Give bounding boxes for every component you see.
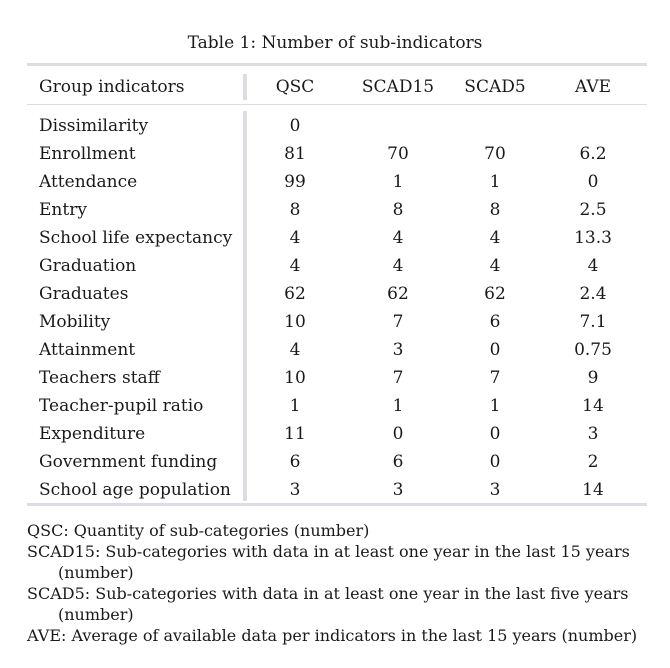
row-name: Teachers staff — [39, 368, 160, 388]
row-scad5: 0 — [489, 340, 501, 360]
row-scad15: 4 — [392, 228, 404, 248]
row-scad15: 4 — [392, 256, 404, 276]
row-ave: 9 — [587, 368, 599, 388]
note-scad15 — [27, 541, 647, 583]
row-ave: 14 — [582, 396, 604, 416]
row-name: Mobility — [39, 312, 111, 332]
header-group-indicators: Group indicators — [39, 77, 185, 97]
row-name: Attendance — [39, 172, 138, 192]
row-qsc: 99 — [284, 172, 306, 192]
body-vertical-rule — [243, 111, 247, 501]
row-scad15: 6 — [392, 452, 404, 472]
row-qsc: 6 — [289, 452, 301, 472]
note-scad5-continuation: (number) — [58, 605, 134, 624]
row-scad5: 1 — [489, 172, 501, 192]
row-qsc: 10 — [284, 368, 306, 388]
header-vertical-rule — [243, 74, 247, 100]
row-scad15: 8 — [392, 200, 404, 220]
row-scad5: 1 — [489, 396, 501, 416]
bottom-rule — [27, 503, 647, 506]
row-scad5: 70 — [484, 144, 506, 164]
header-qsc: QSC — [275, 77, 315, 97]
row-name: Government funding — [39, 452, 218, 472]
row-scad15: 0 — [392, 424, 404, 444]
row-qsc: 4 — [289, 256, 301, 276]
note-scad15-text: SCAD15: Sub-categories with data in at least one year in the last 15 years — [27, 542, 630, 561]
row-ave: 13.3 — [574, 228, 612, 248]
row-scad15: 1 — [392, 396, 404, 416]
table-caption: Table 1: Number of sub-indicators — [187, 33, 483, 53]
row-name: Graduation — [39, 256, 137, 276]
row-qsc: 81 — [284, 144, 306, 164]
header-scad5: SCAD5 — [464, 77, 526, 97]
header-scad15: SCAD15 — [361, 77, 435, 97]
row-name: Teacher-pupil ratio — [39, 396, 204, 416]
row-scad5: 4 — [489, 256, 501, 276]
row-scad15: 1 — [392, 172, 404, 192]
row-name: School age population — [39, 480, 231, 500]
row-name: Graduates — [39, 284, 129, 304]
row-ave: 0 — [587, 172, 599, 192]
note-ave-text: AVE: Average of available data per indicators in the last 15 years (number) — [27, 626, 638, 645]
row-ave: 7.1 — [579, 312, 607, 332]
row-scad5: 3 — [489, 480, 501, 500]
row-qsc: 3 — [289, 480, 301, 500]
row-qsc: 62 — [284, 284, 306, 304]
row-qsc: 4 — [289, 340, 301, 360]
row-ave: 2.4 — [579, 284, 607, 304]
row-ave: 0.75 — [574, 340, 612, 360]
row-scad5: 0 — [489, 452, 501, 472]
row-ave: 3 — [587, 424, 599, 444]
row-qsc: 10 — [284, 312, 306, 332]
row-scad5: 62 — [484, 284, 506, 304]
row-scad5: 4 — [489, 228, 501, 248]
row-scad5: 6 — [489, 312, 501, 332]
row-qsc: 0 — [289, 116, 301, 136]
row-ave: 6.2 — [579, 144, 607, 164]
note-scad15-continuation: (number) — [58, 563, 134, 582]
row-name: School life expectancy — [39, 228, 233, 248]
row-scad15: 7 — [392, 312, 404, 332]
row-scad15: 7 — [392, 368, 404, 388]
row-scad15: 62 — [387, 284, 409, 304]
row-qsc: 8 — [289, 200, 301, 220]
note-ave — [27, 625, 647, 646]
row-scad15: 3 — [392, 340, 404, 360]
table-notes — [27, 520, 647, 646]
note-scad5 — [27, 583, 647, 625]
row-qsc: 11 — [284, 424, 306, 444]
row-scad5: 0 — [489, 424, 501, 444]
row-ave: 2.5 — [579, 200, 607, 220]
header-ave: AVE — [574, 77, 612, 97]
row-ave: 2 — [587, 452, 599, 472]
row-qsc: 4 — [289, 228, 301, 248]
row-qsc: 1 — [289, 396, 301, 416]
row-ave: 14 — [582, 480, 604, 500]
row-scad15: 70 — [387, 144, 409, 164]
row-name: Dissimilarity — [39, 116, 149, 136]
note-qsc-text: QSC: Quantity of sub-categories (number) — [27, 521, 370, 540]
note-qsc — [27, 520, 647, 541]
row-scad5: 8 — [489, 200, 501, 220]
note-scad5-text: SCAD5: Sub-categories with data in at least one year in the last five years — [27, 584, 629, 603]
row-scad15: 3 — [392, 480, 404, 500]
row-name: Attainment — [39, 340, 136, 360]
row-ave: 4 — [587, 256, 599, 276]
row-name: Expenditure — [39, 424, 146, 444]
row-scad5: 7 — [489, 368, 501, 388]
top-rule — [27, 63, 647, 66]
row-name: Enrollment — [39, 144, 136, 164]
row-name: Entry — [39, 200, 87, 220]
header-rule — [27, 104, 647, 105]
